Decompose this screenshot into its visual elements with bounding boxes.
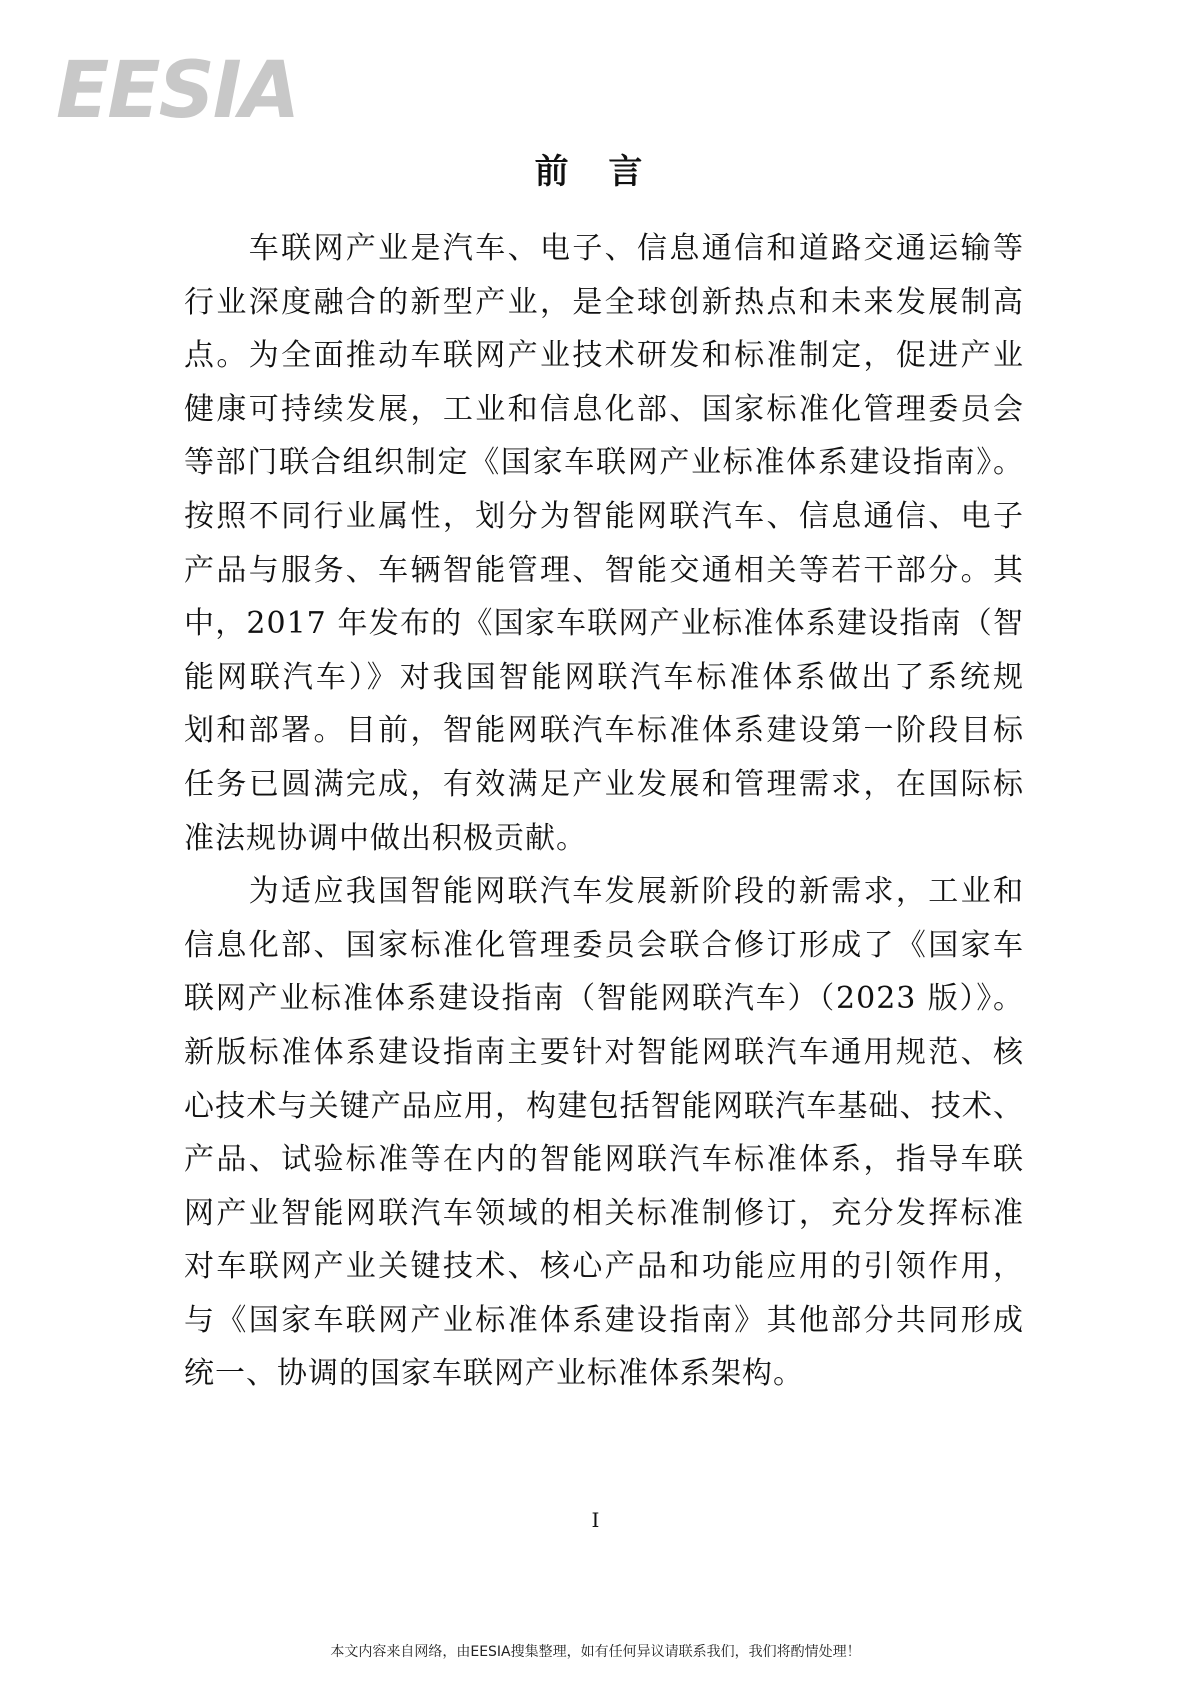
page-title: 前 言: [534, 152, 657, 192]
text-line: 新版标准体系建设指南主要针对智能网联汽车通用规范、核: [184, 1034, 1024, 1070]
text-line: 中，2017 年发布的《国家车联网产业标准体系建设指南（智: [184, 606, 1024, 642]
document-body: [184, 222, 1024, 1401]
text-line: 产品、试验标准等在内的智能网联汽车标准体系，指导车联: [184, 1142, 1024, 1178]
text-line: 任务已圆满完成，有效满足产业发展和管理需求，在国际标: [184, 766, 1024, 802]
text-line: 网产业智能网联汽车领域的相关标准制修订，充分发挥标准: [184, 1195, 1024, 1231]
text-line: 联网产业标准体系建设指南（智能网联汽车）（2023 版）》。: [184, 981, 1024, 1017]
text-line: 准法规协调中做出积极贡献。: [184, 820, 587, 856]
text-line: 行业深度融合的新型产业，是全球创新热点和未来发展制高: [184, 284, 1024, 320]
page-number: I: [591, 1508, 600, 1532]
text-line: 等部门联合组织制定《国家车联网产业标准体系建设指南》。: [184, 445, 1024, 481]
footer-disclaimer: 本文内容来自网络，由EESIA搜集整理，如有任何异议请联系我们，我们将酌情处理！: [330, 1644, 861, 1660]
text-line: 信息化部、国家标准化管理委员会联合修订形成了《国家车: [184, 927, 1024, 963]
text-line: 产品与服务、车辆智能管理、智能交通相关等若干部分。其: [184, 552, 1024, 588]
text-line: 健康可持续发展，工业和信息化部、国家标准化管理委员会: [184, 391, 1024, 427]
text-line: 心技术与关键产品应用，构建包括智能网联汽车基础、技术、: [184, 1088, 1024, 1124]
text-line: 能网联汽车）》对我国智能网联汽车标准体系做出了系统规: [184, 659, 1024, 695]
text-line: 车联网产业是汽车、电子、信息通信和道路交通运输等: [184, 231, 1024, 266]
text-line: 点。为全面推动车联网产业技术研发和标准制定，促进产业: [184, 338, 1024, 374]
text-line: 按照不同行业属性，划分为智能网联汽车、信息通信、电子: [184, 498, 1024, 534]
text-line: 为适应我国智能网联汽车发展新阶段的新需求，工业和: [184, 874, 1024, 910]
text-line: 划和部署。目前，智能网联汽车标准体系建设第一阶段目标: [184, 713, 1024, 749]
text-line: 与《国家车联网产业标准体系建设指南》其他部分共同形成: [184, 1302, 1024, 1338]
eesia-logo: EESIA: [56, 46, 299, 136]
text-line: 对车联网产业关键技术、核心产品和功能应用的引领作用，: [184, 1249, 1024, 1285]
text-line: 统一、协调的国家车联网产业标准体系架构。: [184, 1356, 804, 1392]
